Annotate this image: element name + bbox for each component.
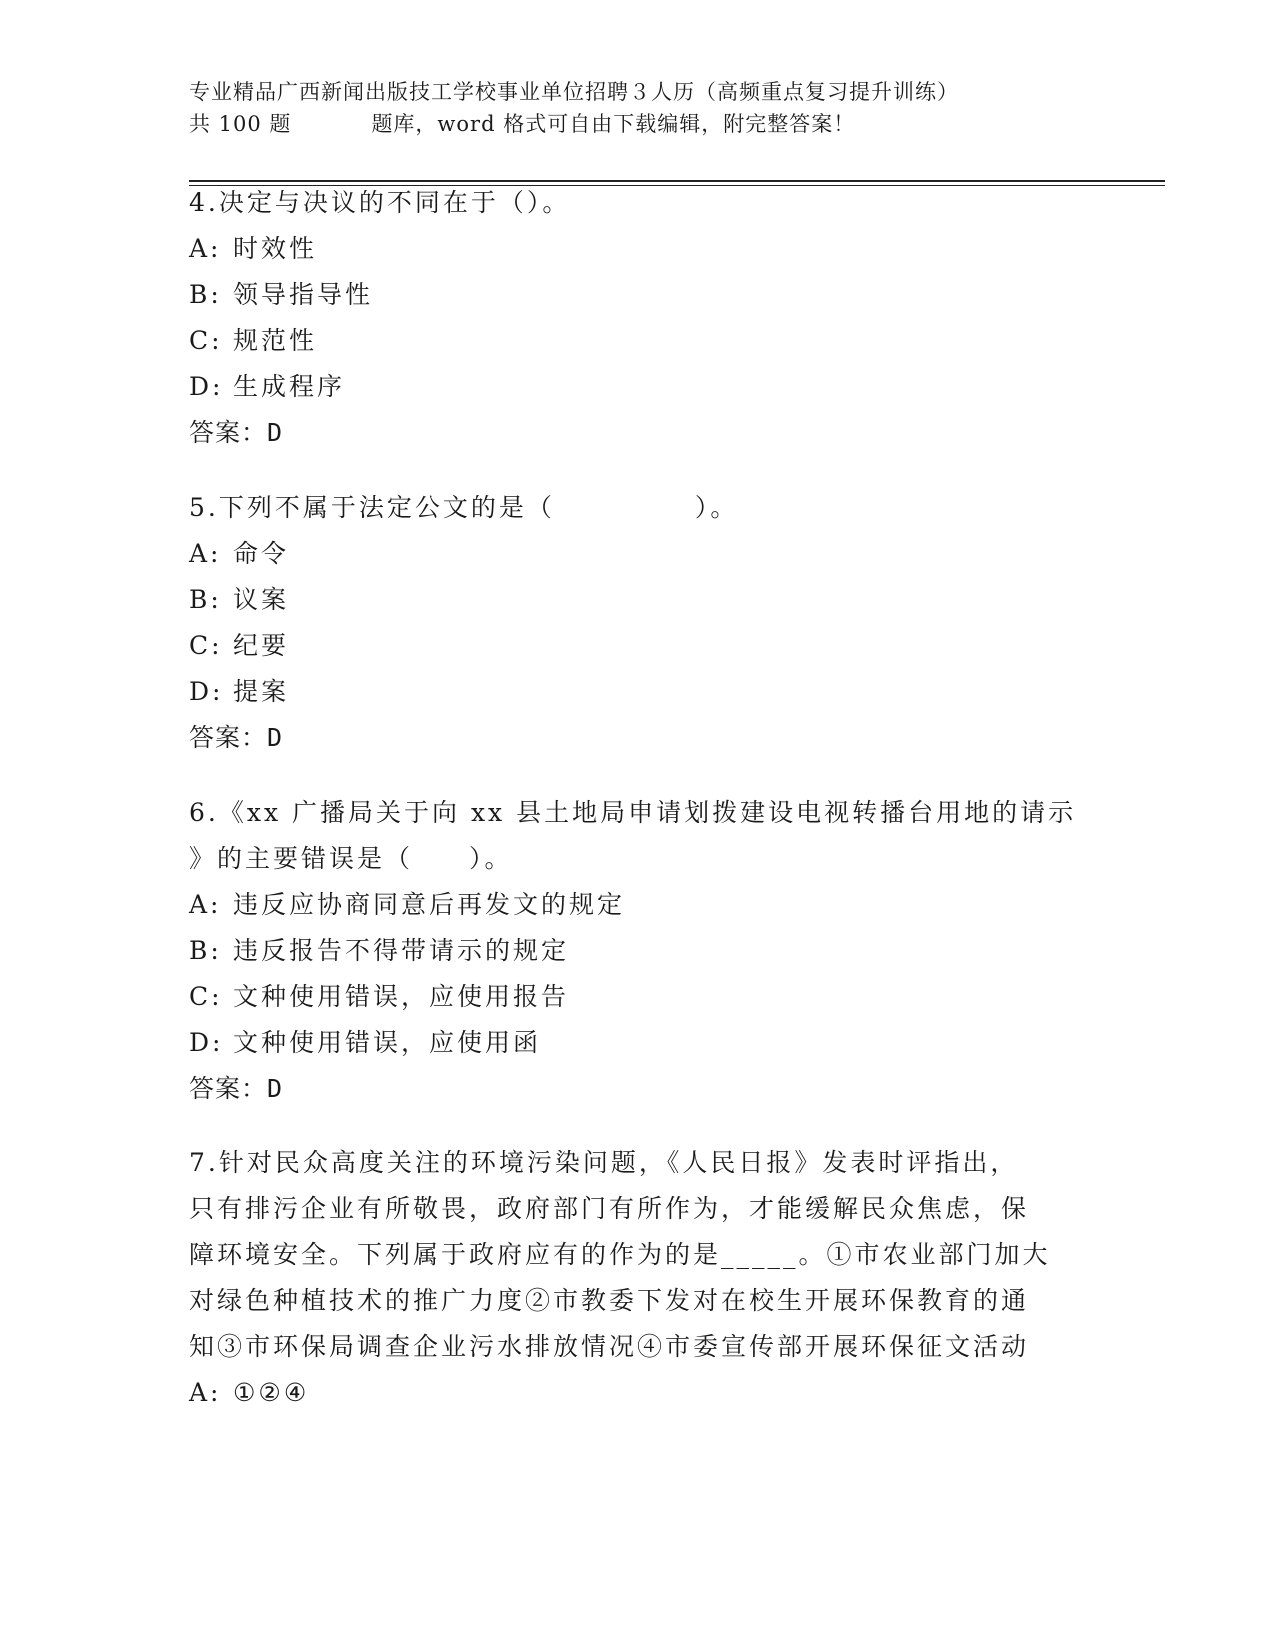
option-a	[189, 226, 1089, 272]
answer-prefix: 答案：	[189, 723, 268, 752]
option-label: A:	[189, 539, 222, 568]
option-text: ①②④	[233, 1378, 310, 1407]
header-subtitle	[189, 108, 1169, 140]
option-text: 违反应协商同意后再发文的规定	[233, 890, 626, 919]
question-7	[189, 1140, 1089, 1416]
header-title: 专业精品广西新闻出版技工学校事业单位招聘３人历（高频重点复习提升训练）	[189, 80, 959, 104]
answer-value: D	[267, 723, 284, 752]
question-stem: 4.决定与决议的不同在于（）。	[189, 188, 571, 217]
answer-line	[189, 715, 1089, 761]
question-stem-line-1: 7.针对民众高度关注的环境污染问题，《人民日报》发表时评指出，	[189, 1148, 1019, 1177]
option-label: C:	[189, 631, 223, 660]
answer-line	[189, 410, 1089, 456]
header-question-count: 共 100 题	[189, 112, 292, 136]
option-c	[189, 318, 1089, 364]
answer-value: D	[267, 1074, 284, 1103]
option-text: 文种使用错误，应使用报告	[233, 982, 570, 1011]
option-label: D:	[189, 677, 224, 706]
option-text: 命令	[233, 539, 290, 568]
document-header	[189, 76, 1169, 140]
answer-prefix: 答案：	[189, 1074, 268, 1103]
question-stem-line-5: 知③市环保局调查企业污水排放情况④市委宣传部开展环保征文活动	[189, 1332, 1030, 1361]
option-label: B:	[189, 280, 222, 309]
question-6	[189, 790, 1089, 1112]
question-stem-line-2: 只有排污企业有所敬畏，政府部门有所作为，才能缓解民众焦虑，保	[189, 1194, 1030, 1223]
option-label: C:	[189, 982, 223, 1011]
option-d	[189, 1020, 1089, 1066]
option-d	[189, 669, 1089, 715]
option-text: 规范性	[233, 326, 318, 355]
option-text: 生成程序	[233, 372, 346, 401]
answer-line	[189, 1066, 1089, 1112]
option-text: 提案	[233, 677, 290, 706]
question-4	[189, 180, 1089, 456]
question-stem-line-2: 》的主要错误是（ ）。	[189, 844, 513, 873]
option-text: 领导指导性	[233, 280, 374, 309]
option-d	[189, 364, 1089, 410]
question-stem-line-3: 障环境安全。下列属于政府应有的作为的是_____。①市农业部门加大	[189, 1240, 1051, 1269]
header-description: 题库，word 格式可自由下载编辑，附完整答案！	[371, 112, 856, 136]
option-label: D:	[189, 1028, 224, 1057]
option-label: A:	[189, 234, 222, 263]
option-label: A:	[189, 1378, 222, 1407]
question-stem: 5.下列不属于法定公文的是（ ）。	[189, 493, 739, 522]
option-b	[189, 928, 1089, 974]
option-label: C:	[189, 326, 223, 355]
option-c	[189, 623, 1089, 669]
answer-value: D	[267, 418, 284, 447]
option-c	[189, 974, 1089, 1020]
option-b	[189, 272, 1089, 318]
option-text: 文种使用错误，应使用函	[233, 1028, 542, 1057]
option-a	[189, 882, 1089, 928]
answer-prefix: 答案：	[189, 418, 268, 447]
option-b	[189, 577, 1089, 623]
option-a	[189, 1370, 1089, 1416]
question-stem-line-1: 6.《xx 广播局关于向 xx 县土地局申请划拨建设电视转播台用地的请示	[189, 798, 1077, 827]
option-text: 时效性	[233, 234, 318, 263]
option-label: D:	[189, 372, 224, 401]
option-label: A:	[189, 890, 222, 919]
option-text: 纪要	[233, 631, 290, 660]
option-label: B:	[189, 936, 222, 965]
question-stem-line-4: 对绿色种植技术的推广力度②市教委下发对在校生开展环保教育的通	[189, 1286, 1030, 1315]
option-label: B:	[189, 585, 222, 614]
question-5	[189, 485, 1089, 761]
option-a	[189, 531, 1089, 577]
option-text: 议案	[233, 585, 290, 614]
option-text: 违反报告不得带请示的规定	[233, 936, 570, 965]
